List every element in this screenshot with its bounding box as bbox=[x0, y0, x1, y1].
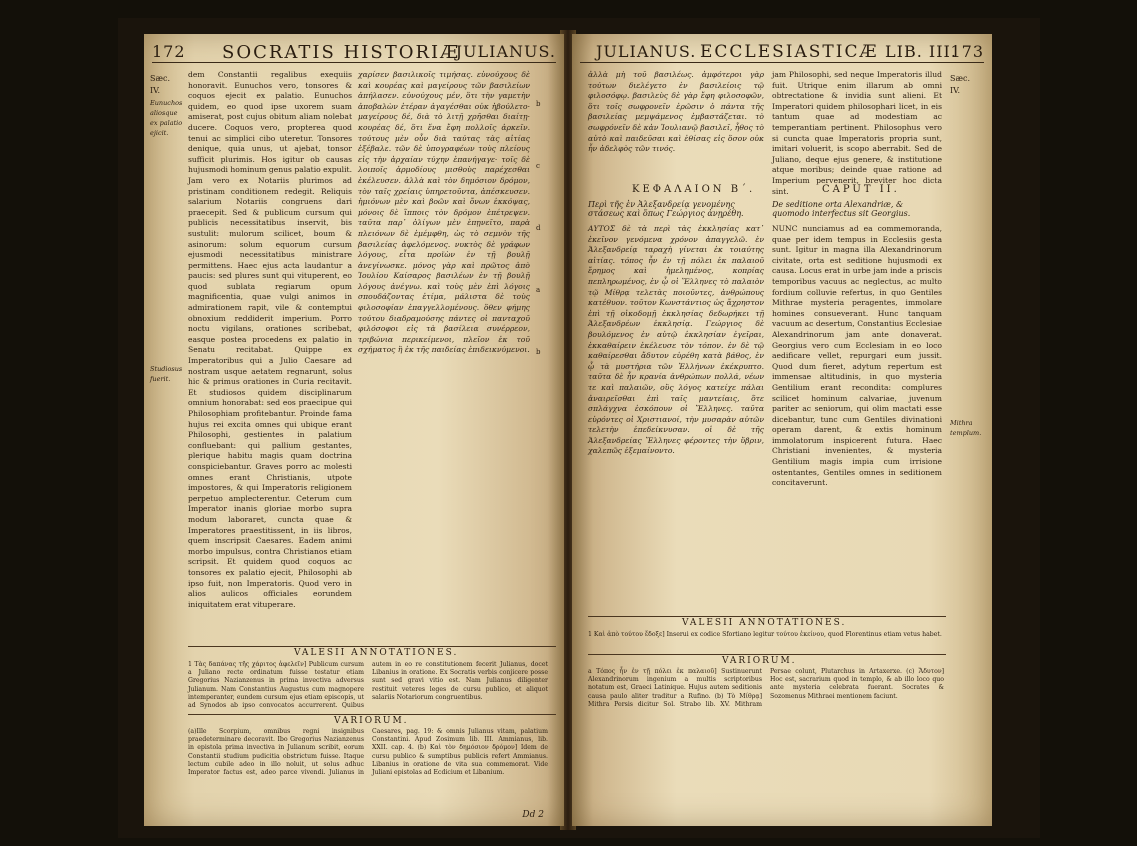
latin-column bbox=[188, 70, 352, 644]
chapter-summary-latin: De seditione orta Alexandriæ, & quomodo interfectus sit Georgius. bbox=[772, 200, 911, 218]
variorum-heading: VARIORUM. bbox=[334, 716, 409, 726]
variorum-notes: (a)Ille Scorpium, omnibus regni insignibus praedeterminare decoravit. Ibo Gregorius Nazianzenus in epistola prima invectiva in Julianum scribit, eorum Constantii studium pudicitia obstrictum fuisse. Itaque lectum cubile adeo in illo noluit, ut solus adhuc Imperator factus est, adeo parce vivendi. Julianus in Caesares, pag. 19: & omnis Julianus vitam, palatium Constantini. Apud Zosimum lib. III. Ammianus, lib. XXII. cap. 4. (b) Καὶ τὸν δημόσιον δρόμον] Idem de cursu publico & sumptibus publicis refert Ammianus. Libanius in oratione de vita sua commemorat. Vide Juliani epistolas ad Ecdicium et Libanium. bbox=[188, 728, 548, 777]
valesii-notes: 1 Τὰς δαπάνας τῆς χάριτος ἀφελεῖν] Publicum cursum a Juliano recte ordinatum fuisse testatur etiam Gregorius Nazianzenus in prima invectiva adversus Julianum. Nam Constantius Augustus cum magnopere intemperanter, eundem cursum ejus etiam episcopis, ut ad Synodos ab ipso convocatos accurrerent. Quibus autem in eo re constitutionem fecerit Julianus, docet Libanius in oratione. Ex Socratis verbis conjicere posse sunt sed gravi vitio est. Nam Julianus diligenter restituit veteres leges de cursu publico, et aliquot salariis Notariorum congruentibus. bbox=[188, 661, 548, 710]
chapter-heading-latin: CAPUT II. bbox=[822, 184, 900, 195]
running-book: LIB. III. bbox=[885, 42, 957, 61]
page-number: 172 bbox=[152, 42, 186, 61]
valesii-notes: 1 Καὶ ἀπὸ τούτου ἔδοξε] Inserui ex codice Sfortiano legitur τούτου ἐκείνου, quod Florentinus etiam vetus habet. bbox=[588, 631, 942, 638]
right-margin-notes bbox=[950, 74, 986, 98]
running-author: JULIANUS. bbox=[455, 42, 556, 61]
notes-heading: VALESII ANNOTATIONES. bbox=[294, 648, 459, 658]
left-page bbox=[144, 34, 564, 826]
greek-column-main bbox=[588, 224, 764, 612]
greek-column bbox=[358, 70, 530, 644]
variorum-rule bbox=[188, 714, 556, 715]
margin-note: Eunuchos aliosque ex palatio ejicit. bbox=[150, 99, 183, 137]
header-rule bbox=[580, 62, 984, 63]
latin-text: NUNC nunciamus ad ea commemoranda, quae per idem tempus in Ecclesiis gesta sunt. Igitur in magna illa Alexandrinorum civitate, orta est seditione hujusmodi ex causa. Locus erat in urbe jam inde a priscis temporibus vacuus ac neglectus, ac multo fordium colluvie refertus, in quo Gentiles Mithrae mysteria peragentes, immolare homines consueverant. Hunc tanquam vacuum ac desertum, Constantius Ecclesiae Alexandrinorum jam ante donaverat. Georgius vero cum Ecclesiam in eo loco aedificare vellet, repurgari eum jussit. Quod dum fieret, adytum repertum est immensae altitudinis, in quo mysteria Gentilium erant recondita: complures scilicet hominum calvariae, juvenum pariter ac seniorum, qui olim mactati esse dicebantur, tunc cum Gentiles divinationi operam darent, & extis hominum immolatorum inspicerent futura. Haec Christiani invenientes, & mysteria Gentilium magis impia cum irrisione ostentantes, Gentiles omnes in seditionem concitaverunt. bbox=[772, 224, 942, 488]
latin-text: dem Constantii regalibus exequiis honoravit. Eunuchos vero, tonsores & coquos ejecit ex palatio. Eunuchos quidem, eo quod ipse uxorem suam amiserat, post cujus obitum aliam nolebat ducere. Coquos vero, propterea quod tenui ac simplici cibo uteretur. Tonsores denique, quia unus, ut ajebat, tonsor sufficit plurimis. Hos igitur ob causas hujusmodi hominum genus palatio expulit. Jam vero ex Notariis plurimos ad pristinam conditionem redegit. Reliquis salarium Notariis congruens dari praecepit. Sed & publicum cursum qui publicis necessitatibus inservit, bis sustulit: mulorum scilicet, boum & asinorum: solum equorum cursum ejusmodi necessitatibus ministrare permittens. Haec ejus acta laudantur a paucis: sed plures sunt qui vituperent, eo quod sublata regiarum opum magnificentia, quae vulgi animos in admirationem rapit, vile & contemptui obnoxium reddiderit imperium. Porro noctu vigilans, orationes scribebat, easque postea procedens ex palatio in Senatu recitabat. Quippe ex Imperatoribus qui a Julio Caesare ad nostram usque aetatem regnarunt, solus hic & primus orationes in Curia recitavit. Et studiosos quidem disciplinarum omnium honorabat: sed eos praecipue qui Philosophiam profitebantur. Proinde fama hujus rei excita omnes qui ubique erant Philosophi, gestientes in palatium confluebant: qui pallium gestantes, plerique habitu magis quam doctrina conspiciebantur. Graves porro ac molesti omnes erant Christianis, utpote impostores, & qui Imperatoris religionem perpetuo amplecterentur. Ceterum cum Imperator inanis gloriae morbo supra modum laboraret, cuncta quae & Imperatores praestitissent, in iis libros, quem inscripsit Caesares. Eadem animi morbo impulsus, contra Christianos etiam scripsit. Et quidem quod coquos ac tonsores ex palatio ejecit, Philosophi ab ipso fuit, non Imperatoris. Quod vero in alios aulicos officiales eorundem iniquitatem erat vituperare. bbox=[188, 70, 352, 609]
header-rule bbox=[152, 62, 556, 63]
variorum-rule bbox=[588, 654, 946, 655]
chapter-heading-greek: ΚΕΦΑΛΑΙΟΝ Β΄. bbox=[632, 184, 756, 195]
running-author: JULIANUS. bbox=[596, 42, 697, 61]
signature-mark: Dd 2 bbox=[522, 810, 544, 820]
right-running-head bbox=[580, 42, 984, 64]
notes-rule bbox=[188, 646, 556, 647]
margin-note: Sæc. bbox=[150, 74, 171, 83]
right-page bbox=[572, 34, 992, 826]
margin-note: IV. bbox=[150, 86, 161, 95]
margin-note: Sæc. bbox=[950, 74, 971, 83]
latin-column-main bbox=[772, 224, 942, 612]
notes-rule bbox=[588, 616, 946, 617]
margin-note: IV. bbox=[950, 86, 961, 95]
running-title: ECCLESIASTICÆ bbox=[700, 42, 879, 62]
variorum-notes: a Τόπος ἦν ἐν τῇ πόλει ἐκ παλαιοῦ] Sustinuerunt Alexandrinorum ingenium a multis scriptoribus notatum est, Graeci Latinique. Hujus autem seditionis causa paulo aliter traditur a Rufino. (b) Τὸ Μίθρᾳ] Mithra Persis dicitur Sol. Strabo lib. XV. Mithram Persae colunt, Plutarchus in Artaxerxe. (c) Ἄδυτον] Hoc est, sacrarium quod in templo, & ab illo loco quo ante mysteria celebrata fuerant. Socrates & Sozomenus Mithraei mentionem faciunt. bbox=[588, 668, 944, 708]
left-margin-notes bbox=[150, 74, 186, 140]
greek-text: ἀλλὰ μὴ τοῦ βασιλέως. ἀμφότεροι γὰρ τούτων διελέγετο ἐν βασιλείοις τῷ φιλοσόφῳ. βασιλεὺς δὲ γὰρ ἔφη φιλοσοφῶν, ὅτι τοῖς σωφρονεῖν ἐρῶσιν ὁ πάντα τῆς βασιλείας μεμψάμενος ἐμβαστάζεται. τὸ σωφρόνεῖν δὲ κἀν Ἰουλιανῷ βασιλεῖ, ἦθος τὸ αὐτὸ καὶ παιδεῦσαι καὶ ἐθίσας εἰς ὅσον οὐκ ἦν ἀδελφὸς τῶν τινός. bbox=[588, 70, 764, 154]
chapter-summary-greek: Περὶ τῆς ἐν Ἀλεξανδρείᾳ γενομένης στάσεως καὶ ὅπως Γεώργιος ἀνῃρέθη. bbox=[588, 200, 744, 218]
line-letters: b c d a b bbox=[536, 100, 541, 356]
latin-text: jam Philosophi, sed neque Imperatoris illud fuit. Utrique enim illarum ab omni obtrectatione & invidia sunt alieni. Et Imperatori quidem philosophari licet, in eis tantum quae ad modestiam ac temperantiam pertinent. Philosophus vero si cuncta quae Imperatoris propria sunt, imitari voluerit, is scopo aberrabit. Sed de Juliano, deque ejus genere, & institutione atque moribus; deinde quae ratione ad Imperium pervenerit, breviter hoc dicta sint. bbox=[772, 70, 942, 196]
greek-column-top bbox=[588, 70, 764, 180]
running-title: SOCRATIS HISTORIÆ bbox=[222, 42, 461, 63]
margin-note: Mithra templum. bbox=[950, 419, 982, 437]
variorum-heading: VARIORUM. bbox=[722, 656, 797, 666]
greek-text: ΑΥΤΟΣ δὲ τὰ περὶ τὰς ἐκκλησίας κατ᾽ ἐκεῖνον γενόμενα χρόνον ἀπαγγελῶ. ἐν Ἀλεξανδρείᾳ ταραχὴ γίνεται ἐκ τοιαύτης αἰτίας. τόπος ἦν ἐν τῇ πόλει ἐκ παλαιοῦ ἔρημος καὶ ἠμελημένος, κοπρίας πεπληρωμένος, ἐν ᾧ οἱ Ἕλληνες τὸ παλαιὸν τῷ Μίθρᾳ τελετὰς ποιοῦντες, ἀνθρώπους κατέθυον. τοῦτον Κωνστάντιος ὡς ἄχρηστον ἐπὶ τῇ οἰκοδομῇ ἐκκλησίας δεδωρήκει τῇ Ἀλεξανδρέων ἐκκλησίᾳ. Γεώργιος δὲ βουλόμενος ἐν αὐτῷ ἐκκλησίαν ἐγεῖραι, ἐκκαθαίρειν ἐκέλευσε τὸν τόπον. ἐν δὲ τῷ καθαίρεσθαι ἄδυτον εὑρέθη κατὰ βάθος, ἐν ᾧ τὰ μυστήρια τῶν Ἑλλήνων ἐκέκρυπτο. ταῦτα δὲ ἦν κρανία ἀνθρώπων πολλά, νέων τε καὶ παλαιῶν, οὓς λόγος κατείχε πάλαι ἀναιρεῖσθαι ἐπὶ ταῖς μαντείαις, ὅτε σπλάγχνα ἐσκόπουν οἱ Ἕλληνες. ταῦτα εὑρόντες οἱ Χριστιανοί, τὴν μυσαρὰν αὐτῶν τελετὴν ἐπεδείκνυσαν. οἱ δὲ τῆς Ἀλεξανδρείας Ἕλληνες φέροντες τὴν ὕβριν, χαλεπῶς ἐξεμαίνοντο. bbox=[588, 224, 764, 456]
left-running-head bbox=[152, 42, 556, 64]
notes-heading: VALESII ANNOTATIONES. bbox=[682, 618, 847, 628]
page-number: 173 bbox=[950, 42, 984, 61]
greek-text: χαρίσεν βασιλικοῖς τιμήσας. εὐνούχους δὲ καὶ κουρέας καὶ μαγείρους τῶν βασιλείων ἀπήλασεν. εὐνούχους μέν, ὅτι τὴν γαμετὴν ἀποβαλὼν ἑτέραν ἀγαγέσθαι οὐκ ἠβούλετο· μαγείρους δέ, διὰ τὸ λιτῇ χρῆσθαι διαίτῃ· κουρέας δέ, ὅτι ἕνα ἔφη πολλοῖς ἀρκεῖν. τούτους μὲν οὖν διὰ ταύτας τὰς αἰτίας ἐξέβαλε. τῶν δὲ ὑπογραφέων τοὺς πλείους εἰς τὴν ἀρχαίαν τύχην ἐπανήγαγε· τοῖς δὲ λοιποῖς ἁρμοδίους μισθοὺς παρέχεσθαι ἐκέλευσεν. ἀλλὰ καὶ τὸν δημόσιον δρόμον, τὸν ταῖς χρείαις ὑπηρετοῦντα, ἀπέσκευσεν. ἡμιόνων μὲν καὶ βοῶν καὶ ὄνων ἐκκόψας, μόνοις δὲ ἵπποις τὸν δρόμον ἐπέτρεψεν. ταῦτα παρ᾽ ὀλίγων μὲν ἐπῃνεῖτο, παρὰ πλειόνων δὲ ἐμέμφθη, ὡς τὸ σεμνὸν τῆς βασιλείας ἀφελόμενος. νυκτὸς δὲ γράφων λόγους, εἶτα προϊὼν ἐν τῇ βουλῇ ἀνεγίνωσκε. μόνος γὰρ καὶ πρῶτος ἀπὸ Ἰουλίου Καίσαρος βασιλέων ἐν τῇ βουλῇ λόγους ἀνέγνω. καὶ τοὺς μὲν ἐπὶ λόγοις σπουδάζοντας ἐτίμα, μάλιστα δὲ τοὺς φιλοσοφίαν ἐπαγγελλομένους. ὅθεν φήμης τούτου διαδραμούσης πάντες οἱ πανταχοῦ φιλόσοφοι εἰς τὰ βασίλεια συνέρρεον, τριβώνια περικείμενοι, πλεῖον ἐκ τοῦ σχήματος ἢ ἐκ τῆς παιδείας ἐπιδεικνύμενοι. bbox=[358, 70, 530, 355]
margin-note: Studiosus fuerit. bbox=[150, 365, 183, 383]
